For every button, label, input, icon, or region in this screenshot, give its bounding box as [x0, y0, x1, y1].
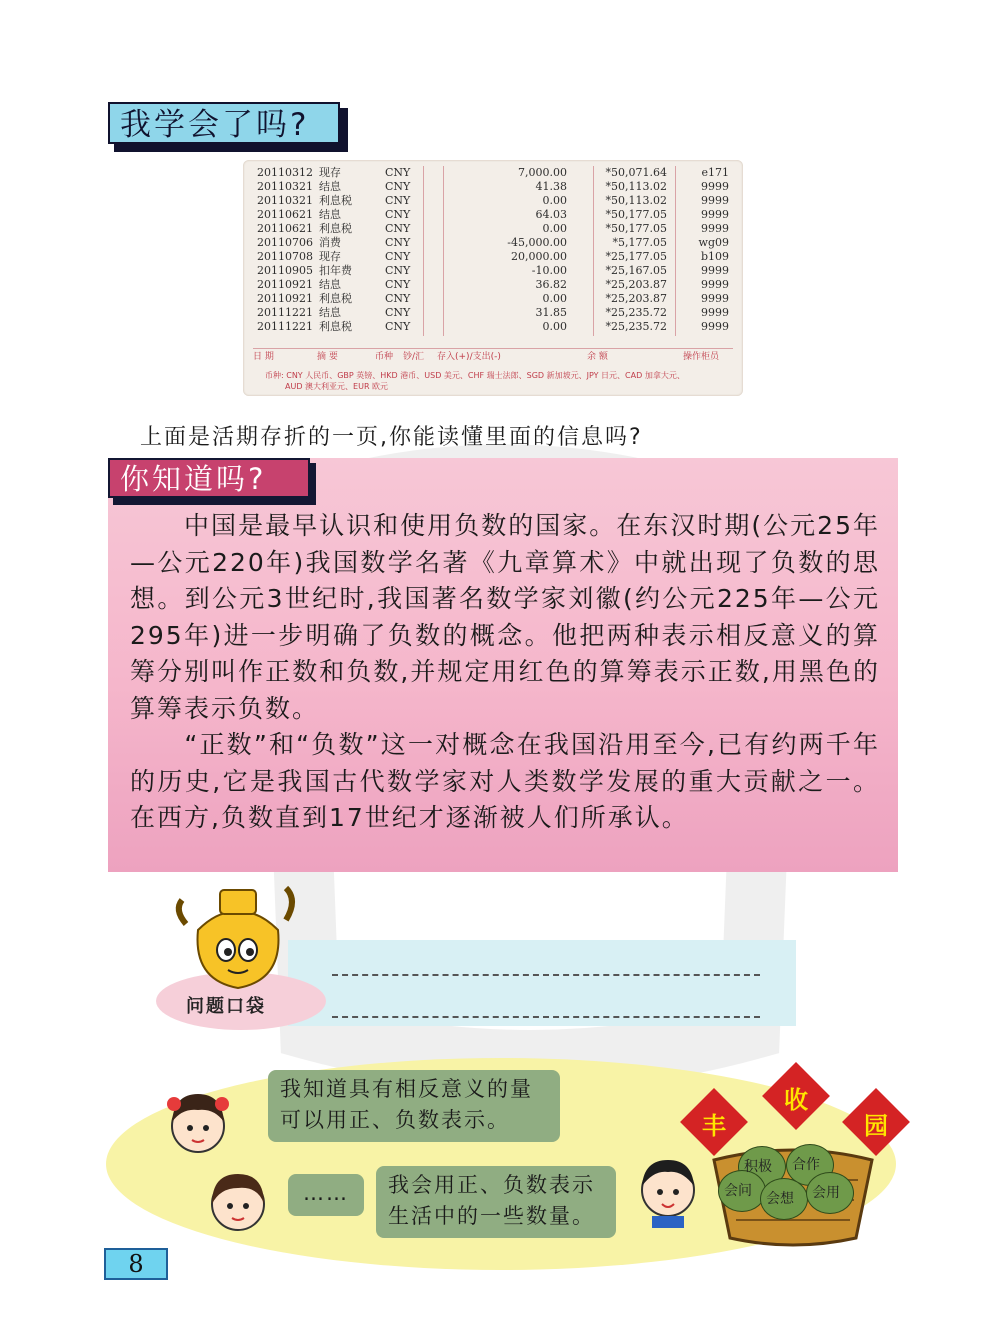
passbook-row	[257, 250, 737, 264]
passbook-cell: 现存	[319, 250, 341, 263]
header-amount: 存入(+)/支出(-)	[437, 352, 501, 362]
passbook-cell: 20110921	[257, 278, 313, 291]
header-operator: 操作柜员	[683, 352, 720, 362]
boy-avatar-icon	[628, 1146, 708, 1230]
basket-word: 合作	[792, 1157, 820, 1173]
passbook-cell: 20110312	[257, 166, 313, 179]
banner-char: 丰	[702, 1112, 726, 1140]
passbook-cell: CNY	[385, 306, 411, 319]
passbook-cell: 9999	[701, 320, 729, 333]
passbook-cell: 消费	[319, 236, 341, 249]
passbook-cell: 20110621	[257, 208, 313, 221]
speech-bubble: ……	[288, 1174, 364, 1216]
passbook-cell: *25,177.05	[605, 250, 667, 263]
passbook-row	[257, 320, 737, 334]
passbook-cell: *50,113.02	[605, 194, 667, 207]
passbook-cell: 20110706	[257, 236, 313, 249]
basket-word: 会想	[766, 1191, 794, 1207]
passbook-cell: 41.38	[535, 180, 567, 193]
history-paragraph-2: “正数”和“负数”这一对概念在我国沿用至今,已有约两千年的历史,它是我国古代数学家对人类数学发展的重大贡献之一。在西方,负数直到17世纪才逐渐被人们所承认。	[130, 730, 880, 832]
section-title: 你知道吗?	[108, 458, 310, 498]
speech-bubble: 我知道具有相反意义的量可以用正、负数表示。	[268, 1070, 560, 1142]
passbook-cell: b109	[700, 250, 729, 263]
passbook-cell: 31.85	[535, 306, 567, 319]
passbook-cell: CNY	[385, 278, 411, 291]
passbook-cell: 结息	[319, 278, 341, 291]
passbook-cell: 0.00	[542, 292, 567, 305]
passbook-image	[243, 160, 743, 396]
passbook-cell: CNY	[385, 208, 411, 221]
passbook-cell: 利息税	[319, 320, 352, 333]
header-balance: 余 额	[587, 352, 608, 362]
passbook-row	[257, 306, 737, 320]
passbook-row	[257, 166, 737, 180]
passbook-cell: *25,203.87	[605, 278, 667, 291]
passbook-cell: 7,000.00	[518, 166, 567, 179]
passbook-cell: 20111221	[257, 306, 313, 319]
passbook-cell: 扣年费	[319, 264, 352, 277]
passbook-row	[257, 278, 737, 292]
passbook-cell: *25,203.87	[605, 292, 667, 305]
passbook-row	[257, 264, 737, 278]
passbook-cell: *5,177.05	[612, 236, 667, 249]
passbook-cell: CNY	[385, 264, 411, 277]
passbook-cell: *25,235.72	[605, 320, 667, 333]
passbook-row	[257, 292, 737, 306]
passbook-cell: 20111221	[257, 320, 313, 333]
passbook-cell: 结息	[319, 306, 341, 319]
header-summary: 摘 要	[317, 352, 338, 362]
passbook-cell: CNY	[385, 166, 411, 179]
passbook-rows	[257, 166, 737, 334]
passbook-cell: e171	[701, 166, 729, 179]
question-pocket-label: 问题口袋	[186, 996, 266, 1017]
passbook-cell: 利息税	[319, 292, 352, 305]
passbook-cell: CNY	[385, 222, 411, 235]
passbook-cell: *25,235.72	[605, 306, 667, 319]
header-cash: 钞/汇	[403, 352, 425, 362]
question-pocket-band	[288, 940, 796, 1026]
basket-word: 会问	[724, 1183, 752, 1199]
passbook-cell: 9999	[701, 292, 729, 305]
basket-word: 积极	[744, 1159, 772, 1175]
passbook-cell: 9999	[701, 306, 729, 319]
passbook-cell: wg09	[698, 236, 729, 249]
passbook-cell: 结息	[319, 180, 341, 193]
passbook-note-line: 币种: CNY 人民币、GBP 英镑、HKD 港币、USD 美元、CHF 瑞士法郎、SGD 新加坡元、JPY 日元、CAD 加拿大元、	[265, 371, 685, 380]
passbook-cell: CNY	[385, 236, 411, 249]
speech-bubble: 我会用正、负数表示生活中的一些数量。	[376, 1166, 616, 1238]
passbook-cell: 20110905	[257, 264, 313, 277]
header-currency: 币种	[375, 352, 394, 362]
passbook-cell: *50,113.02	[605, 180, 667, 193]
answer-line[interactable]	[332, 974, 760, 976]
passbook-row	[257, 236, 737, 250]
section-heading-learned	[108, 102, 348, 148]
passbook-cell: 20110321	[257, 194, 313, 207]
passbook-cell: *50,071.64	[605, 166, 667, 179]
passbook-cell: 9999	[701, 208, 729, 221]
passbook-cell: 20110621	[257, 222, 313, 235]
banner-char: 园	[864, 1112, 888, 1140]
passbook-row	[257, 180, 737, 194]
girl-avatar-icon	[158, 1082, 238, 1162]
basket-word: 会用	[812, 1185, 840, 1201]
banner-char: 收	[784, 1086, 808, 1114]
passbook-cell: *50,177.05	[605, 222, 667, 235]
passbook-header	[253, 348, 733, 365]
page-number: 8	[104, 1248, 168, 1280]
section-title: 我学会了吗?	[108, 102, 340, 144]
passbook-cell: *50,177.05	[605, 208, 667, 221]
passbook-note	[265, 370, 725, 392]
passbook-cell: 利息税	[319, 194, 352, 207]
passbook-cell: 20,000.00	[511, 250, 567, 263]
passbook-cell: -45,000.00	[507, 236, 567, 249]
passbook-cell: *25,167.05	[605, 264, 667, 277]
section-heading-did-you-know	[108, 458, 316, 504]
passbook-cell: 9999	[701, 180, 729, 193]
passbook-caption: 上面是活期存折的一页,你能读懂里面的信息吗?	[140, 425, 643, 450]
history-paragraph-1: 中国是最早认识和使用负数的国家。在东汉时期(公元25年—公元220年)我国数学名著《九章算术》中就出现了负数的思想。到公元3世纪时,我国著名数学家刘徽(约公元225年—公元295年)进一步明确了负数的概念。他把两种表示相反意义的算筹分别叫作正数和负数,并规定用红色的算筹表示正数,用黑色的算筹表示负数。	[130, 511, 880, 723]
passbook-cell: CNY	[385, 320, 411, 333]
passbook-cell: 20110708	[257, 250, 313, 263]
passbook-cell: 现存	[319, 166, 341, 179]
passbook-cell: 9999	[701, 278, 729, 291]
passbook-cell: 0.00	[542, 222, 567, 235]
money-bag-mascot-icon	[168, 880, 308, 992]
passbook-cell: 9999	[701, 222, 729, 235]
passbook-cell: CNY	[385, 250, 411, 263]
passbook-cell: 20110921	[257, 292, 313, 305]
passbook-cell: 结息	[319, 208, 341, 221]
passbook-cell: 64.03	[535, 208, 567, 221]
passbook-cell: -10.00	[531, 264, 567, 277]
answer-line[interactable]	[332, 1016, 760, 1018]
passbook-note-line: AUD 澳大利亚元、EUR 欧元	[285, 382, 389, 391]
passbook-row	[257, 222, 737, 236]
header-date: 日 期	[253, 352, 274, 362]
passbook-cell: CNY	[385, 292, 411, 305]
passbook-row	[257, 194, 737, 208]
passbook-cell: 0.00	[542, 320, 567, 333]
passbook-cell: CNY	[385, 194, 411, 207]
girl-avatar-icon	[198, 1160, 278, 1240]
passbook-cell: 9999	[701, 194, 729, 207]
passbook-row	[257, 208, 737, 222]
passbook-cell: CNY	[385, 180, 411, 193]
passbook-cell: 20110321	[257, 180, 313, 193]
passbook-cell: 36.82	[535, 278, 567, 291]
passbook-cell: 9999	[701, 264, 729, 277]
passbook-cell: 利息税	[319, 222, 352, 235]
passbook-cell: 0.00	[542, 194, 567, 207]
